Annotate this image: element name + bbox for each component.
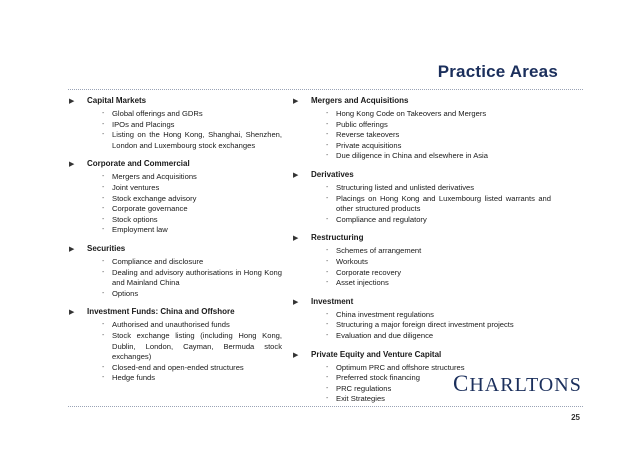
list-item: - Schemes of arrangement: [306, 246, 551, 257]
section-heading: Restructuring: [311, 233, 364, 243]
right-column: [293, 96, 551, 413]
bottom-divider: [68, 406, 583, 407]
practice-section: [293, 169, 551, 225]
list-item: - IPOs and Placings: [82, 120, 282, 131]
list-item: - Evaluation and due diligence: [306, 331, 551, 342]
list-item: - Public offerings: [306, 120, 551, 131]
charltons-logo: CHARLTONS: [453, 371, 582, 396]
triangle-bullet-icon: ▶: [69, 98, 75, 105]
list-item: - Reverse takeovers: [306, 130, 551, 141]
section-list: [306, 109, 551, 162]
list-item: - Joint ventures: [82, 183, 282, 194]
list-item: - Mergers and Acquisitions: [82, 172, 282, 183]
list-item: - Private acquisitions: [306, 141, 551, 152]
section-list: [82, 172, 282, 236]
triangle-bullet-icon: ▶: [293, 298, 299, 306]
page-number: 25: [571, 413, 580, 422]
list-item: - Stock options: [82, 215, 282, 226]
list-item: - Optimum PRC and offshore structures: [306, 363, 551, 374]
practice-section: [69, 96, 282, 151]
list-item: - Hong Kong Code on Takeovers and Mergers: [306, 109, 551, 120]
triangle-bullet-icon: ▶: [293, 351, 299, 359]
list-item: - Options: [82, 289, 282, 300]
list-item: - Hedge funds: [82, 373, 282, 384]
section-heading: Investment Funds: China and Offshore: [87, 307, 235, 317]
triangle-bullet-icon: ▶: [293, 171, 299, 179]
list-item: - Due diligence in China and elsewhere in Asia: [306, 151, 551, 162]
list-item: - PRC regulations: [306, 384, 551, 395]
section-heading: Derivatives: [311, 169, 354, 179]
triangle-bullet-icon: ▶: [293, 98, 299, 105]
list-item: - Exit Strategies: [306, 394, 551, 405]
list-item: - Corporate recovery: [306, 268, 551, 279]
list-item: - Compliance and regulatory: [306, 215, 551, 226]
practice-section: [69, 243, 282, 299]
page-title: Practice Areas: [437, 62, 558, 81]
list-item: - Preferred stock financing: [306, 373, 551, 384]
list-item: - Placings on Hong Kong and Luxembourg listed warrants and other structured products: [306, 194, 551, 215]
section-list: [82, 257, 282, 299]
list-item: - Stock exchange advisory: [82, 194, 282, 205]
section-heading: Corporate and Commercial: [87, 159, 190, 169]
practice-section: [293, 96, 551, 162]
list-item: - Authorised and unauthorised funds: [82, 320, 282, 331]
list-item: - Asset injections: [306, 278, 551, 289]
section-heading: Capital Markets: [87, 96, 147, 105]
list-item: - Workouts: [306, 257, 551, 268]
triangle-bullet-icon: ▶: [69, 161, 75, 169]
top-divider: [68, 89, 583, 90]
practice-section: [293, 233, 551, 288]
triangle-bullet-icon: ▶: [69, 309, 75, 317]
left-column: [69, 96, 282, 392]
section-list: [82, 320, 282, 384]
section-list: [82, 109, 282, 151]
section-list: [306, 310, 551, 342]
section-list: [306, 183, 551, 225]
list-item: - Structuring listed and unlisted derivatives: [306, 183, 551, 194]
section-heading: Private Equity and Venture Capital: [311, 349, 442, 359]
list-item: - Closed-end and open-ended structures: [82, 363, 282, 374]
practice-section: [69, 307, 282, 384]
list-item: - Listing on the Hong Kong, Shanghai, Shenzhen, London and Luxembourg stock exchanges: [82, 130, 282, 151]
triangle-bullet-icon: ▶: [69, 245, 75, 253]
section-heading: Investment: [311, 296, 354, 306]
practice-section: [69, 159, 282, 236]
list-item: - China investment regulations: [306, 310, 551, 321]
section-heading: Mergers and Acquisitions: [311, 96, 409, 105]
list-item: - Structuring a major foreign direct investment projects: [306, 320, 551, 331]
list-item: - Dealing and advisory authorisations in Hong Kong and Mainland China: [82, 268, 282, 289]
section-list: [306, 246, 551, 288]
list-item: - Global offerings and GDRs: [82, 109, 282, 120]
triangle-bullet-icon: ▶: [293, 235, 299, 243]
list-item: - Employment law: [82, 225, 282, 236]
list-item: - Compliance and disclosure: [82, 257, 282, 268]
list-item: - Stock exchange listing (including Hong Kong, Dublin, London, Cayman, Bermuda stock exchanges): [82, 331, 282, 363]
section-heading: Securities: [87, 243, 126, 253]
list-item: - Corporate governance: [82, 204, 282, 215]
practice-section: [293, 296, 551, 342]
